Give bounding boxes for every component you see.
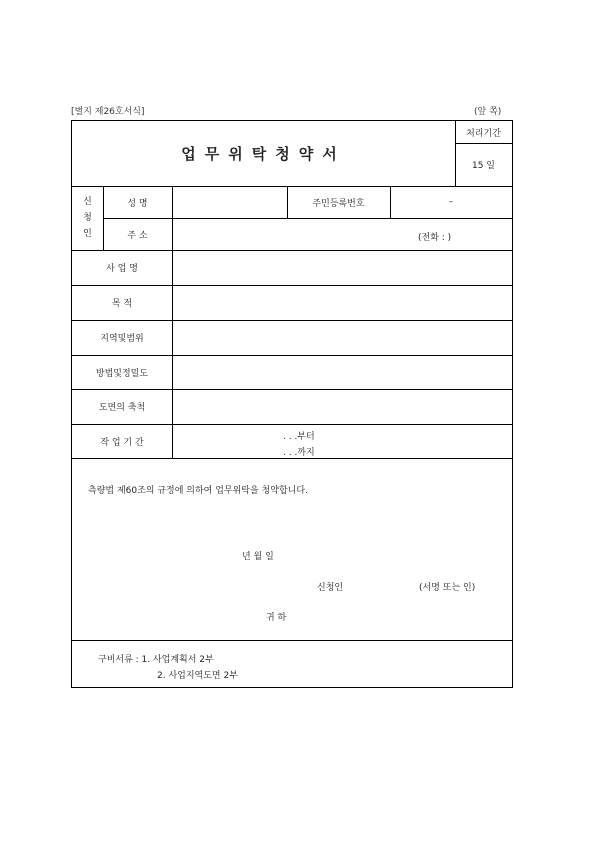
map-scale-field[interactable] [172, 389, 512, 424]
name-field[interactable] [172, 186, 287, 218]
business-name-label: 사 업 명 [106, 264, 138, 274]
signature-field[interactable]: (서명 또는 인) [419, 583, 476, 593]
resident-id-label: 주민등록번호 [312, 198, 365, 209]
recipient-line: 귀 하 [266, 613, 287, 623]
business-name-field[interactable] [172, 250, 512, 285]
phone-field[interactable]: (전화 : ) [418, 233, 452, 243]
processing-period-label: 처리기간 [466, 128, 501, 139]
applicant-group-label: 신 청 인 [83, 197, 92, 239]
region-scope-field[interactable] [172, 320, 512, 355]
applicant-signature-label: 신청인 [317, 583, 344, 593]
name-label: 성 명 [127, 198, 148, 209]
processing-period-value: 15 일 [471, 161, 495, 171]
form-number: [별지 제26호서식] [71, 107, 145, 117]
resident-id-field[interactable]: – [448, 197, 454, 207]
required-documents-label: 구비서류 : 1. 사업계획서 2부 [98, 655, 214, 665]
work-period-label: 작 업 기 간 [100, 437, 144, 448]
purpose-label: 목 적 [111, 299, 133, 309]
address-field[interactable] [172, 218, 512, 250]
region-scope-label: 지역및범위 [100, 334, 144, 344]
application-form [71, 120, 513, 688]
required-documents-item-2: 2. 사업지역도면 2부 [157, 671, 238, 681]
date-line[interactable]: 년 월 일 [242, 552, 274, 562]
work-period-from[interactable]: . . .부터 [283, 432, 315, 442]
work-period-to[interactable]: . . .까지 [283, 448, 315, 458]
map-scale-label: 도면의 축척 [98, 403, 146, 413]
address-label: 주 소 [127, 230, 148, 241]
purpose-field[interactable] [172, 285, 512, 320]
method-accuracy-field[interactable] [172, 355, 512, 389]
page-side-label: (앞 쪽) [474, 107, 502, 117]
form-title: 업무위탁청약서 [181, 145, 346, 163]
application-statement: 측량법 제60조의 규정에 의하여 업무위탁을 청약합니다. [88, 486, 308, 496]
method-accuracy-label: 방법및정밀도 [95, 368, 149, 379]
